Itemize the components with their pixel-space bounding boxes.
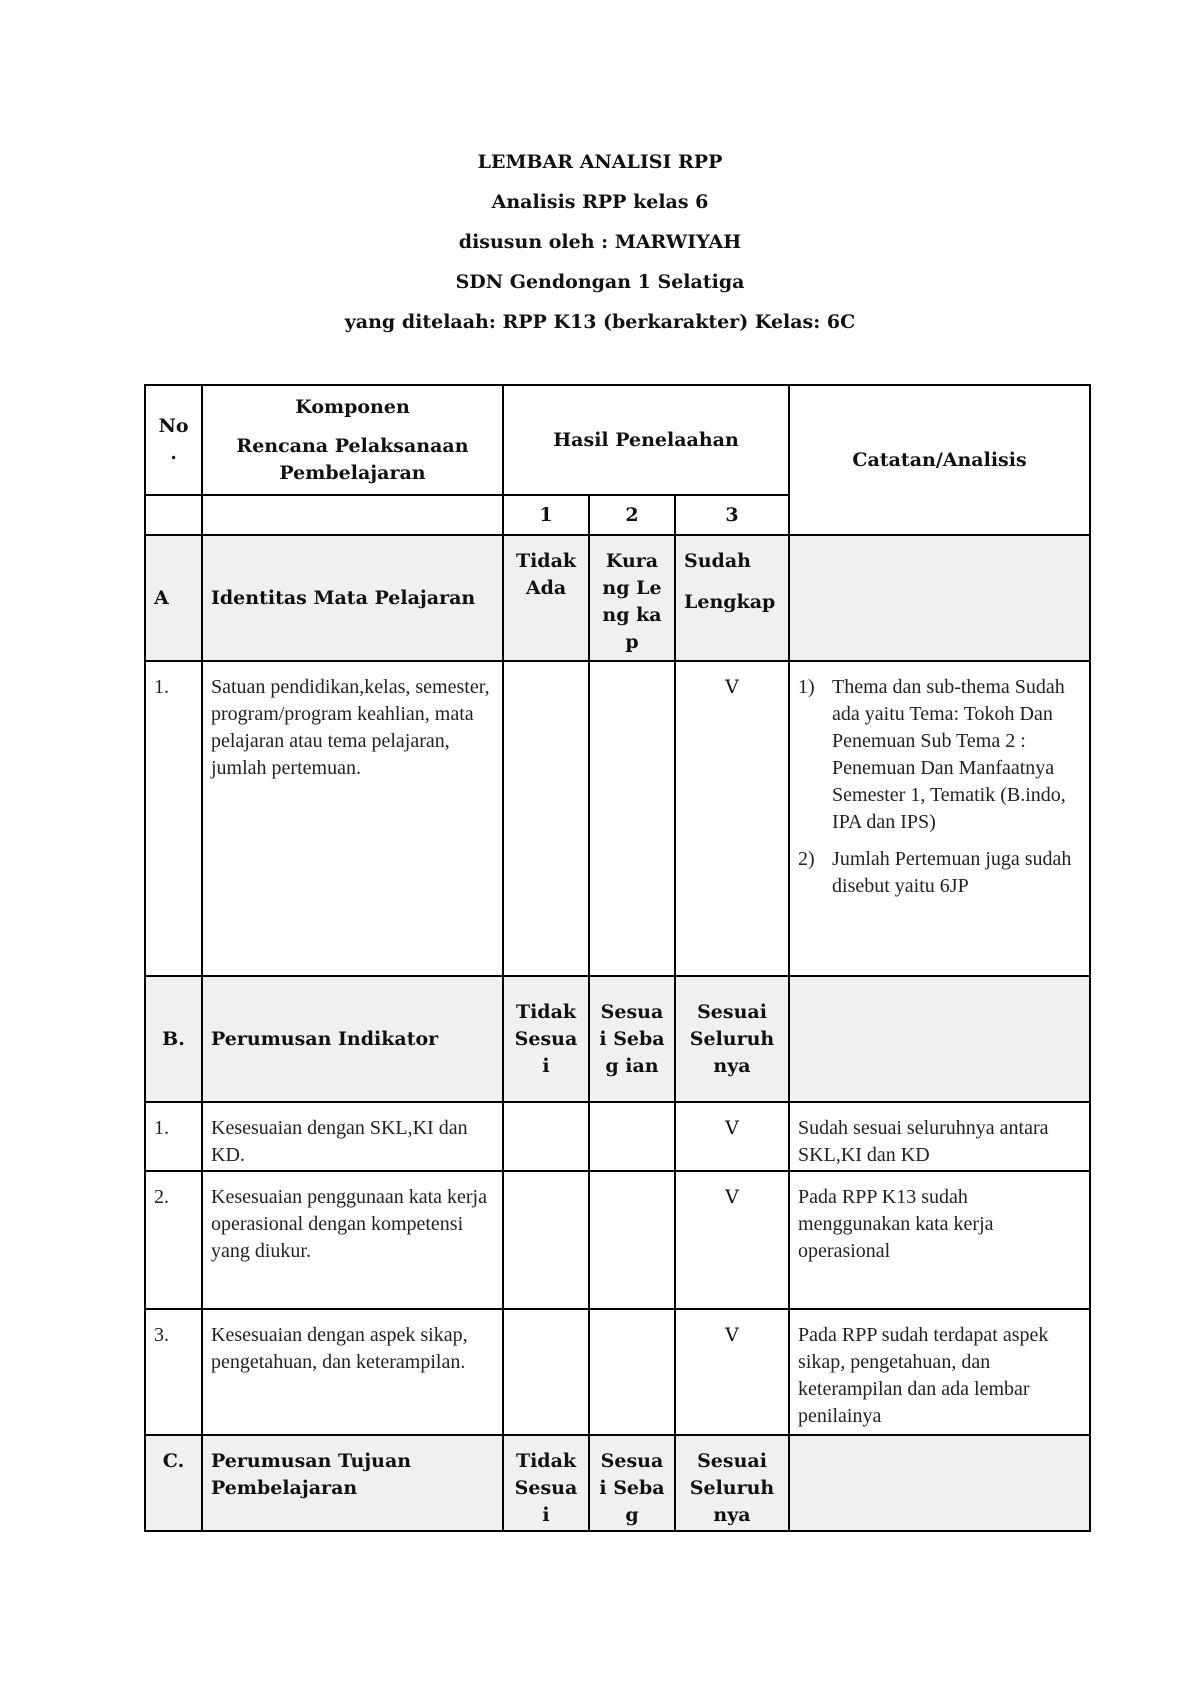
subheader-empty-no	[145, 495, 202, 535]
document-reviewed-item: yang ditelaah: RPP K13 (berkarakter) Kelas: 6C	[344, 311, 856, 333]
table-row	[145, 1309, 1090, 1435]
row-c1	[503, 1309, 589, 1435]
header-no: No .	[145, 385, 202, 495]
section-a-no: A	[145, 535, 202, 661]
row-c2	[589, 1171, 675, 1309]
subheader-col-2: 2	[589, 495, 675, 535]
row-no: 2.	[145, 1171, 202, 1309]
section-b-h3: Sesuai Seluruh nya	[675, 976, 789, 1102]
document-header	[0, 142, 1200, 342]
row-catatan	[789, 661, 1090, 976]
section-b-h2: Sesua i Sebag ian	[589, 976, 675, 1102]
row-c2	[589, 1309, 675, 1435]
row-komponen: Kesesuaian dengan SKL,KI dan KD.	[202, 1102, 503, 1171]
section-c-h3: Sesuai Seluruh nya	[675, 1435, 789, 1531]
section-a-h3: Sudah Lengkap	[675, 535, 789, 661]
row-c3-check: V	[675, 1102, 789, 1171]
subheader-col-3: 3	[675, 495, 789, 535]
section-a-h1: Tidak Ada	[503, 535, 589, 661]
header-komponen: Komponen Rencana Pelaksanaan Pembelajaran	[202, 385, 503, 495]
row-komponen: Satuan pendidikan,kelas, semester, program/program keahlian, mata pelajaran atau tema pelajaran, jumlah pertemuan.	[202, 661, 503, 976]
section-b-title: Perumusan Indikator	[202, 976, 503, 1102]
section-b-row	[145, 976, 1090, 1102]
section-c-h2: Sesua i Sebag	[589, 1435, 675, 1531]
analysis-table	[144, 384, 1091, 1532]
section-a-catatan	[789, 535, 1090, 661]
row-komponen: Kesesuaian penggunaan kata kerja operasional dengan kompetensi yang diukur.	[202, 1171, 503, 1309]
section-c-title: Perumusan Tujuan Pembelajaran	[202, 1435, 503, 1531]
row-catatan: Pada RPP K13 sudah menggunakan kata kerja operasional	[789, 1171, 1090, 1309]
row-c2	[589, 661, 675, 976]
header-hasil-penelaahan: Hasil Penelaahan	[503, 385, 789, 495]
section-b-catatan	[789, 976, 1090, 1102]
section-a-row	[145, 535, 1090, 661]
row-catatan: Sudah sesuai seluruhnya antara SKL,KI dan KD	[789, 1102, 1090, 1171]
section-b-no: B.	[145, 976, 202, 1102]
row-c1	[503, 1102, 589, 1171]
row-catatan: Pada RPP sudah terdapat aspek sikap, pengetahuan, dan keterampilan dan ada lembar penilainya	[789, 1309, 1090, 1435]
row-no: 3.	[145, 1309, 202, 1435]
list-item: 1) Thema dan sub-thema Sudah ada yaitu Tema: Tokoh Dan Penemuan Sub Tema 2 : Penemuan Dan Manfaatnya Semester 1, Tematik (B.indo, IPA dan IPS)	[798, 676, 1066, 833]
row-c3-check: V	[675, 1171, 789, 1309]
row-c3-check: V	[675, 661, 789, 976]
section-c-row	[145, 1435, 1090, 1531]
header-catatan: Catatan/Analisis	[789, 385, 1090, 535]
list-item: 2) Jumlah Pertemuan juga sudah disebut yaitu 6JP	[798, 848, 1072, 897]
table-row	[145, 661, 1090, 976]
section-c-catatan	[789, 1435, 1090, 1531]
row-c2	[589, 1102, 675, 1171]
section-a-h2: Kura ng Leng kap	[589, 535, 675, 661]
document-school: SDN Gendongan 1 Selatiga	[455, 271, 745, 293]
row-c1	[503, 1171, 589, 1309]
section-c-h1: Tidak Sesua i	[503, 1435, 589, 1531]
document-subtitle: Analisis RPP kelas 6	[491, 191, 709, 213]
table-header-row	[145, 385, 1090, 495]
row-no: 1.	[145, 661, 202, 976]
table-row	[145, 1171, 1090, 1309]
document-author: disusun oleh : MARWIYAH	[458, 231, 742, 253]
row-c3-check: V	[675, 1309, 789, 1435]
document-title: LEMBAR ANALISI RPP	[477, 151, 723, 173]
row-komponen: Kesesuaian dengan aspek sikap, pengetahuan, dan keterampilan.	[202, 1309, 503, 1435]
section-c-no: C.	[145, 1435, 202, 1531]
subheader-col-1: 1	[503, 495, 589, 535]
subheader-empty-komponen	[202, 495, 503, 535]
section-b-h1: Tidak Sesua i	[503, 976, 589, 1102]
section-a-title: Identitas Mata Pelajaran	[202, 535, 503, 661]
row-no: 1.	[145, 1102, 202, 1171]
row-c1	[503, 661, 589, 976]
notes-list	[798, 674, 1081, 900]
table-row	[145, 1102, 1090, 1171]
